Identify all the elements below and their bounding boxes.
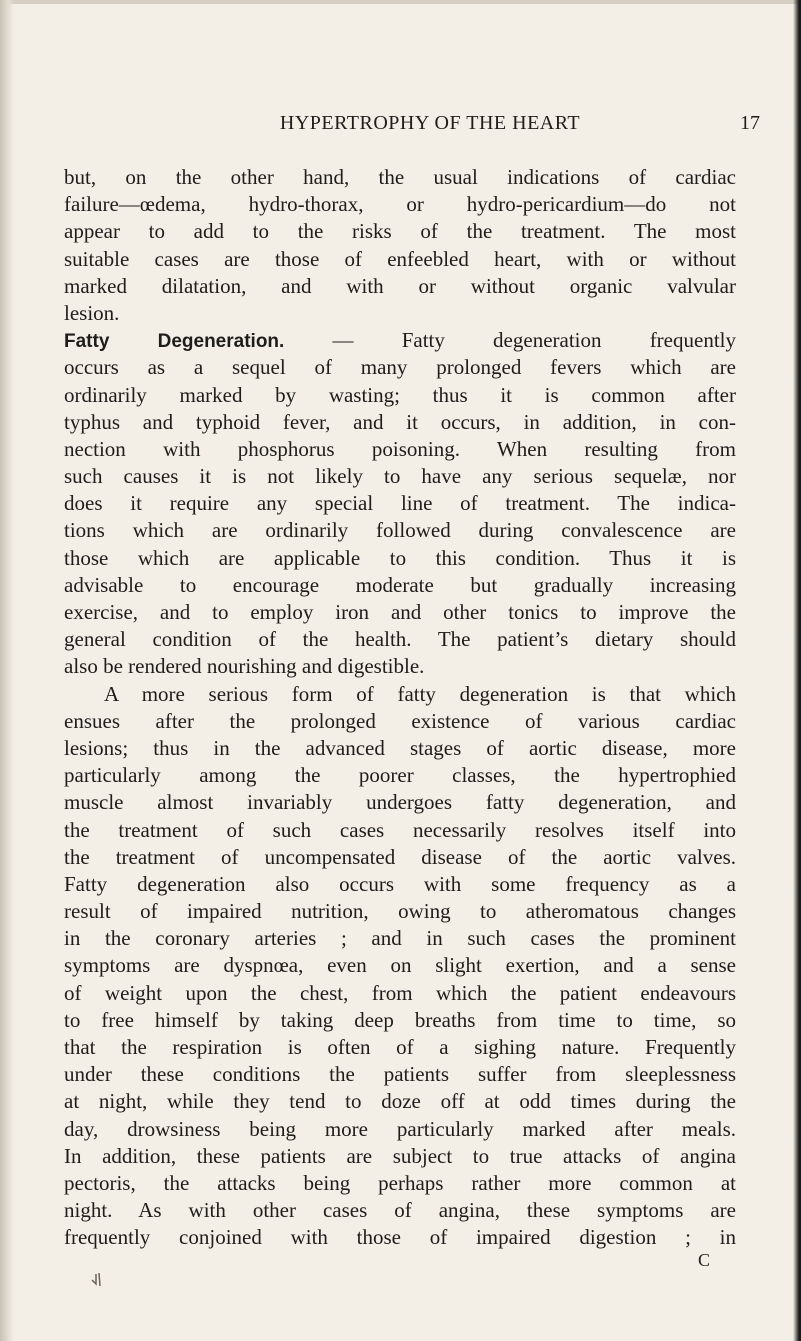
text-line: appear to add to the risks of the treatment. The most: [64, 219, 736, 244]
running-title: HYPERTROPHY OF THE HEART: [279, 112, 581, 134]
text-line: muscle almost invariably undergoes fatty degeneration, and: [64, 790, 736, 815]
text-line: that the respiration is often of a sighing nature. Frequently: [64, 1035, 736, 1059]
text-line: ordinarily marked by wasting; thus it is common after: [64, 382, 736, 407]
page-binding-edge: [0, 0, 14, 1341]
text-line: exercise, and to employ iron and other tonics to improve the: [64, 600, 736, 624]
text-line: result of impaired nutrition, owing to atheromatous changes: [64, 899, 736, 924]
text-line: of weight upon the chest, from which the patient endeavours: [64, 980, 736, 1005]
text-line: occurs as a sequel of many prolonged fevers which are: [64, 355, 736, 380]
text-line: also be rendered nourishing and digestible.: [64, 654, 425, 679]
text-line: the treatment of uncompensated disease of the aortic valves.: [64, 844, 736, 869]
text-line: those which are applicable to this condition. Thus it is: [64, 545, 736, 570]
text-line: general condition of the health. The patient’s dietary should: [64, 627, 736, 652]
text-line: the treatment of such cases necessarily resolves itself into: [64, 817, 736, 842]
text-line: A more serious form of fatty degeneration is that which: [104, 681, 736, 706]
page-number: 17: [740, 112, 760, 134]
text-line: at night, while they tend to doze off at odd times during the: [64, 1089, 736, 1114]
text-line: in the coronary arteries ; and in such cases the prominent: [64, 926, 736, 951]
text-line-with-heading: [64, 327, 736, 354]
page-edge-top: [0, 0, 801, 4]
text-line: frequently conjoined with those of impaired digestion ; in: [64, 1225, 736, 1250]
text-line: nection with phosphorus poisoning. When resulting from: [64, 436, 736, 461]
text-line: advisable to encourage moderate but gradually increasing: [64, 572, 736, 597]
text-line: — Fatty degeneration frequently: [284, 328, 736, 353]
text-line: In addition, these patients are subject to true attacks of angina: [64, 1143, 736, 1168]
text-line: marked dilatation, and with or without organic valvular: [64, 273, 736, 298]
ink-smudge-mark: [90, 1270, 104, 1293]
text-line: day, drowsiness being more particularly marked after meals.: [64, 1116, 736, 1141]
signature-mark: C: [698, 1250, 711, 1270]
text-line: but, on the other hand, the usual indications of cardiac: [64, 165, 736, 189]
section-heading: Fatty Degeneration.: [64, 331, 285, 353]
text-line: suitable cases are those of enfeebled heart, with or without: [64, 246, 736, 271]
text-line: to free himself by taking deep breaths from time to time, so: [64, 1007, 736, 1032]
text-line: typhus and typhoid fever, and it occurs, in addition, in con-: [64, 409, 736, 434]
page-edge-right: [793, 0, 801, 1341]
text-line: particularly among the poorer classes, the hypertrophied: [64, 763, 736, 788]
text-line: lesion.: [64, 300, 120, 325]
text-line: does it require any special line of treatment. The indica-: [64, 491, 736, 516]
text-line: night. As with other cases of angina, these symptoms are: [64, 1198, 736, 1223]
text-line: tions which are ordinarily followed during convalescence are: [64, 518, 736, 543]
body-text: [64, 164, 736, 1252]
text-line: such causes it is not likely to have any serious sequelæ, nor: [64, 464, 736, 489]
text-line: lesions; thus in the advanced stages of aortic disease, more: [64, 735, 736, 760]
text-line: pectoris, the attacks being perhaps rather more common at: [64, 1170, 736, 1195]
text-line: ensues after the prolonged existence of various cardiac: [64, 708, 736, 733]
text-line: Fatty degeneration also occurs with some frequency as a: [64, 871, 736, 896]
text-line: failure—œdema, hydro-thorax, or hydro-pericardium—do not: [64, 192, 736, 217]
text-line: symptoms are dyspnœa, even on slight exertion, and a sense: [64, 953, 736, 978]
running-head: [100, 112, 760, 142]
text-line: under these conditions the patients suffer from sleeplessness: [64, 1062, 736, 1087]
